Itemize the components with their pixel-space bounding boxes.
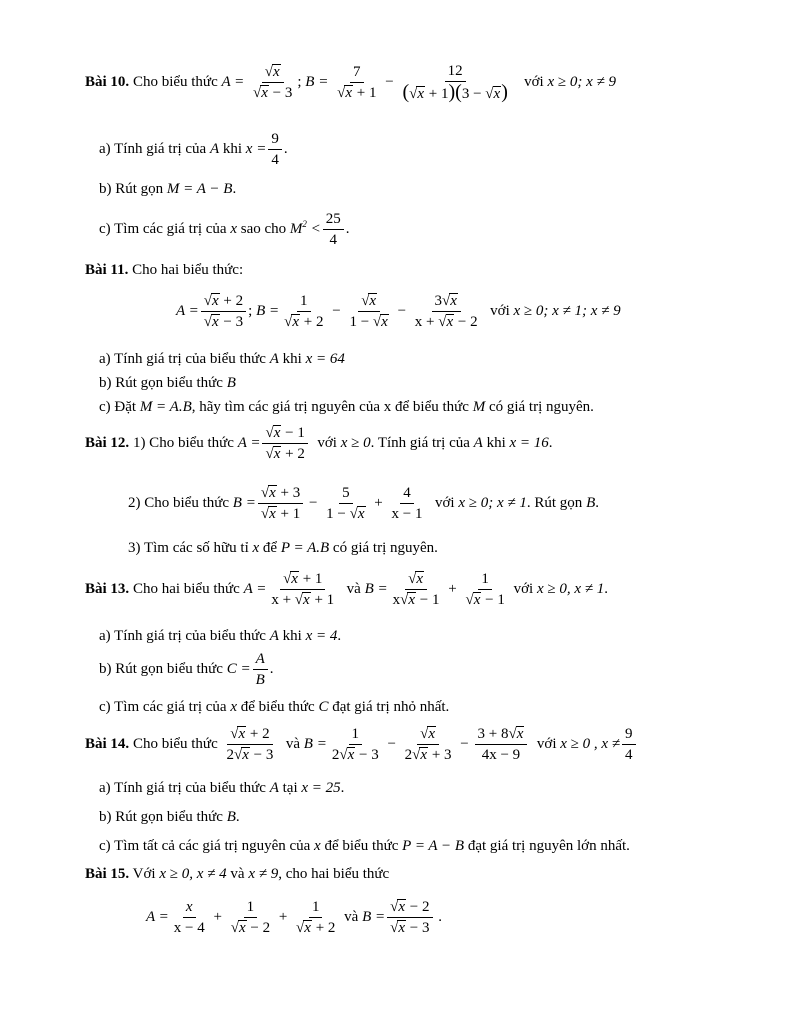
b13-a: a) Tính giá trị của biểu thức A khi x = 4.: [99, 628, 342, 644]
b14-b: b) Rút gọn biểu thức B.: [99, 809, 240, 825]
b11-b: b) Rút gọn biểu thức B: [99, 375, 236, 391]
b10-intro: Cho biểu thức: [132, 73, 218, 90]
b11-header: Bài 11. Cho hai biểu thức:: [85, 262, 244, 278]
b10-frac-b1: $\frac{7}{√x + 1}$: [337, 64, 377, 101]
b13-header: Bài 13. Cho hai biểu thức A = $\frac{√x + 1}{x + √x + 1}$ và B = $\frac{√x}{x√x - 1}$ + $\frac{1}{√x - 1}$ với x ≥ 0, x ≠ 1.: [85, 571, 608, 608]
b12-p1: Bài 12. 1) Cho biểu thức A = $\frac{√x - 1}{√x + 2}$ với x ≥ 0. Tính giá trị của A khi x = 16.: [85, 425, 553, 462]
b10-b: b) Rút gọn M = A − B.: [99, 181, 237, 197]
b10-header: Bài 10. Cho biểu thức A = $\frac{√x}{√x - 3}$ ; B = $\frac{7}{√x + 1}$ − $\frac{12}{(√x + 1)(3 - √x)}$ với x ≥ 0; x ≠ 9: [85, 63, 616, 103]
b10-c: c) Tìm các giá trị của x sao cho $M^2$ < $\frac{25}{4}$ .: [99, 211, 350, 248]
b14-c: c) Tìm tất cả các giá trị nguyên của x để biểu thức P = A − B đạt giá trị nguyên lớn nhất.: [99, 838, 630, 854]
b13-b: b) Rút gọn biểu thức C = $\frac{A}{B}$ .: [99, 651, 274, 688]
b12-p2: 2) Cho biểu thức B = $\frac{√x + 3}{√x + 1}$ − $\frac{5}{1 - √x}$ + $\frac{4}{x - 1}$ với x ≥ 0; x ≠ 1. Rút gọn B.: [128, 485, 599, 522]
b10-title: Bài 10.: [85, 73, 130, 90]
b10-a: a) Tính giá trị của A khi x = $\frac{9}{4}$ .: [99, 131, 288, 168]
b15-exprs: A = $\frac{x}{x - 4}$ + $\frac{1}{√x - 2}$ + $\frac{1}{√x + 2}$ và B = $\frac{√x - 2}{√x - 3}$ .: [146, 899, 443, 936]
b11-exprs: A = $\frac{√x + 2}{√x - 3}$ ; B = $\frac{1}{√x + 2}$ − $\frac{√x}{1 - √x}$ − $\frac{3√x}{x + √x - 2}$ với x ≥ 0; x ≠ 1; x ≠ 9: [176, 293, 621, 330]
b14-header: Bài 14. Cho biểu thức $\frac{√x + 2}{2√x - 3}$ và B = $\frac{1}{2√x - 3}$ − $\frac{√x}{2√x + 3}$ − $\frac{3 + 8√x}{4x - 9}$ với x ≥ 0 , x ≠ $\frac{9}{4}$: [85, 725, 638, 764]
b10-frac-a: $\frac{√x}{√x - 3}$: [253, 64, 293, 101]
b11-a: a) Tính giá trị của biểu thức A khi x = 64: [99, 351, 345, 367]
b13-c: c) Tìm các giá trị của x để biểu thức C đạt giá trị nhỏ nhất.: [99, 699, 450, 715]
b10-frac-b2: $\frac{12}{(√x + 1)(3 - √x)}$: [402, 63, 508, 103]
b11-c: c) Đặt M = A.B, hãy tìm các giá trị nguyên của x để biểu thức M có giá trị nguyên.: [99, 399, 594, 415]
b12-p3: 3) Tìm các số hữu tỉ x để P = A.B có giá trị nguyên.: [128, 540, 438, 556]
b15-header: Bài 15. Với x ≥ 0, x ≠ 4 và x ≠ 9, cho hai biểu thức: [85, 866, 390, 882]
b14-a: a) Tính giá trị của biểu thức A tại x = 25.: [99, 780, 345, 796]
